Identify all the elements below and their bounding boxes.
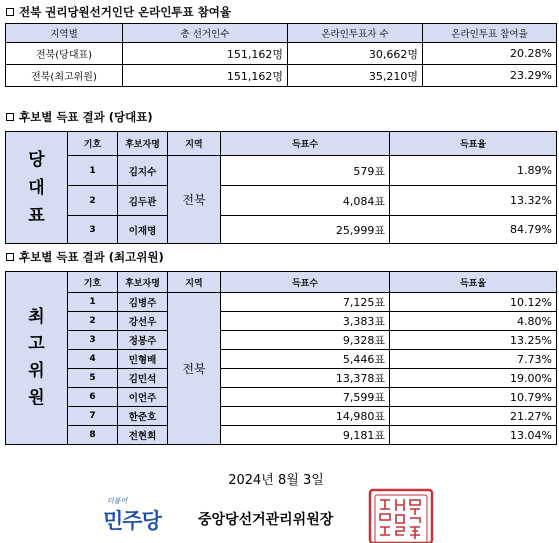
- party-logo-small-text: 더불어: [107, 497, 128, 505]
- vote-count: 579표: [221, 156, 390, 186]
- candidate-number: 3: [68, 216, 118, 244]
- checkbox-square-icon: [6, 113, 14, 121]
- table-row: [6, 388, 557, 407]
- region-cell: 전북: [168, 293, 221, 445]
- vote-count: 14,980표: [221, 407, 390, 426]
- participation-table: [5, 23, 557, 87]
- candidate-number: 1: [68, 293, 118, 312]
- checkbox-square-icon: [6, 253, 14, 261]
- vote-count: 7,599표: [221, 388, 390, 407]
- candidate-name: 한준호: [118, 407, 168, 426]
- table-row: [6, 407, 557, 426]
- table-row: [6, 65, 557, 87]
- total-electors: 151,162명: [123, 65, 288, 87]
- region-label: 전북(당대표): [6, 43, 123, 65]
- vote-share: 19.00%: [390, 369, 557, 388]
- section2-title: 후보별 득표 결과 (당대표): [6, 110, 153, 124]
- issuer-name: 중앙당선거관리위원장: [198, 512, 334, 528]
- candidate-number: 1: [68, 156, 118, 186]
- online-voters: 35,210명: [288, 65, 423, 87]
- vote-count: 5,446표: [221, 350, 390, 369]
- candidate-name: 이언주: [118, 388, 168, 407]
- column-header: 지역별: [6, 24, 123, 43]
- supreme-council-results-table: [5, 271, 557, 445]
- party-logo: [103, 496, 179, 536]
- column-header: 득표수: [221, 132, 390, 156]
- table-row: [6, 186, 557, 216]
- candidate-name: 김민석: [118, 369, 168, 388]
- candidate-number: 6: [68, 388, 118, 407]
- vote-count: 3,383표: [221, 312, 390, 331]
- vote-count: 4,084표: [221, 186, 390, 216]
- column-header: 후보자명: [118, 272, 168, 293]
- table-row: [6, 216, 557, 244]
- candidate-name: 민형배: [118, 350, 168, 369]
- vote-share: 21.27%: [390, 407, 557, 426]
- column-header: 기호: [68, 132, 118, 156]
- vote-share: 10.79%: [390, 388, 557, 407]
- issue-date: 2024년 8월 3일: [228, 473, 324, 488]
- vote-share: 84.79%: [390, 216, 557, 244]
- table-row: [6, 156, 557, 186]
- column-header: 총 선거인수: [123, 24, 288, 43]
- column-header: 득표율: [390, 272, 557, 293]
- vote-share: 13.25%: [390, 331, 557, 350]
- vote-share: 10.12%: [390, 293, 557, 312]
- section1-title: 전북 권리당원선거인단 온라인투표 참여율: [6, 5, 231, 19]
- checkbox-square-icon: [6, 8, 14, 16]
- table-row: [6, 369, 557, 388]
- candidate-name: 이재명: [118, 216, 168, 244]
- vote-count: 9,328표: [221, 331, 390, 350]
- vote-count: 9,181표: [221, 426, 390, 445]
- vote-share: 13.32%: [390, 186, 557, 216]
- candidate-number: 8: [68, 426, 118, 445]
- column-header: 온라인투표자 수: [288, 24, 423, 43]
- participation-rate: 23.29%: [423, 65, 557, 87]
- vote-share: 1.89%: [390, 156, 557, 186]
- candidate-name: 강선우: [118, 312, 168, 331]
- column-header: 온라인투표 참여율: [423, 24, 557, 43]
- table-row: [6, 312, 557, 331]
- candidate-name: 정봉주: [118, 331, 168, 350]
- column-header: 지역: [168, 132, 221, 156]
- participation-rate: 20.28%: [423, 43, 557, 65]
- vote-count: 25,999표: [221, 216, 390, 244]
- section3-title: 후보별 득표 결과 (최고위원): [6, 250, 164, 264]
- table-header-row: [6, 132, 557, 156]
- candidate-number: 4: [68, 350, 118, 369]
- table-header-row: [6, 24, 557, 43]
- region-label: 전북(최고위원): [6, 65, 123, 87]
- table-row: [6, 350, 557, 369]
- candidate-name: 김지수: [118, 156, 168, 186]
- vote-share: 7.73%: [390, 350, 557, 369]
- candidate-name: 전현희: [118, 426, 168, 445]
- column-header: 기호: [68, 272, 118, 293]
- candidate-number: 2: [68, 312, 118, 331]
- column-header: 지역: [168, 272, 221, 293]
- candidate-number: 5: [68, 369, 118, 388]
- candidate-number: 2: [68, 186, 118, 216]
- table-header-row: [6, 272, 557, 293]
- candidate-name: 김두관: [118, 186, 168, 216]
- official-seal-icon: [366, 487, 436, 543]
- column-header: 후보자명: [118, 132, 168, 156]
- vote-count: 13,378표: [221, 369, 390, 388]
- table-row: [6, 293, 557, 312]
- column-header: 득표수: [221, 272, 390, 293]
- total-electors: 151,162명: [123, 43, 288, 65]
- party-logo-main-text: 민주당: [103, 509, 161, 533]
- region-cell: 전북: [168, 156, 221, 244]
- supreme-council-side-label: 최고위원: [6, 272, 68, 445]
- vote-share: 4.80%: [390, 312, 557, 331]
- table-row: [6, 43, 557, 65]
- candidate-number: 3: [68, 331, 118, 350]
- party-leader-side-label: 당대표: [6, 132, 68, 244]
- vote-share: 13.04%: [390, 426, 557, 445]
- table-row: [6, 331, 557, 350]
- vote-count: 7,125표: [221, 293, 390, 312]
- party-leader-results-table: [5, 131, 557, 244]
- candidate-number: 7: [68, 407, 118, 426]
- candidate-name: 김병주: [118, 293, 168, 312]
- table-row: [6, 426, 557, 445]
- online-voters: 30,662명: [288, 43, 423, 65]
- column-header: 득표율: [390, 132, 557, 156]
